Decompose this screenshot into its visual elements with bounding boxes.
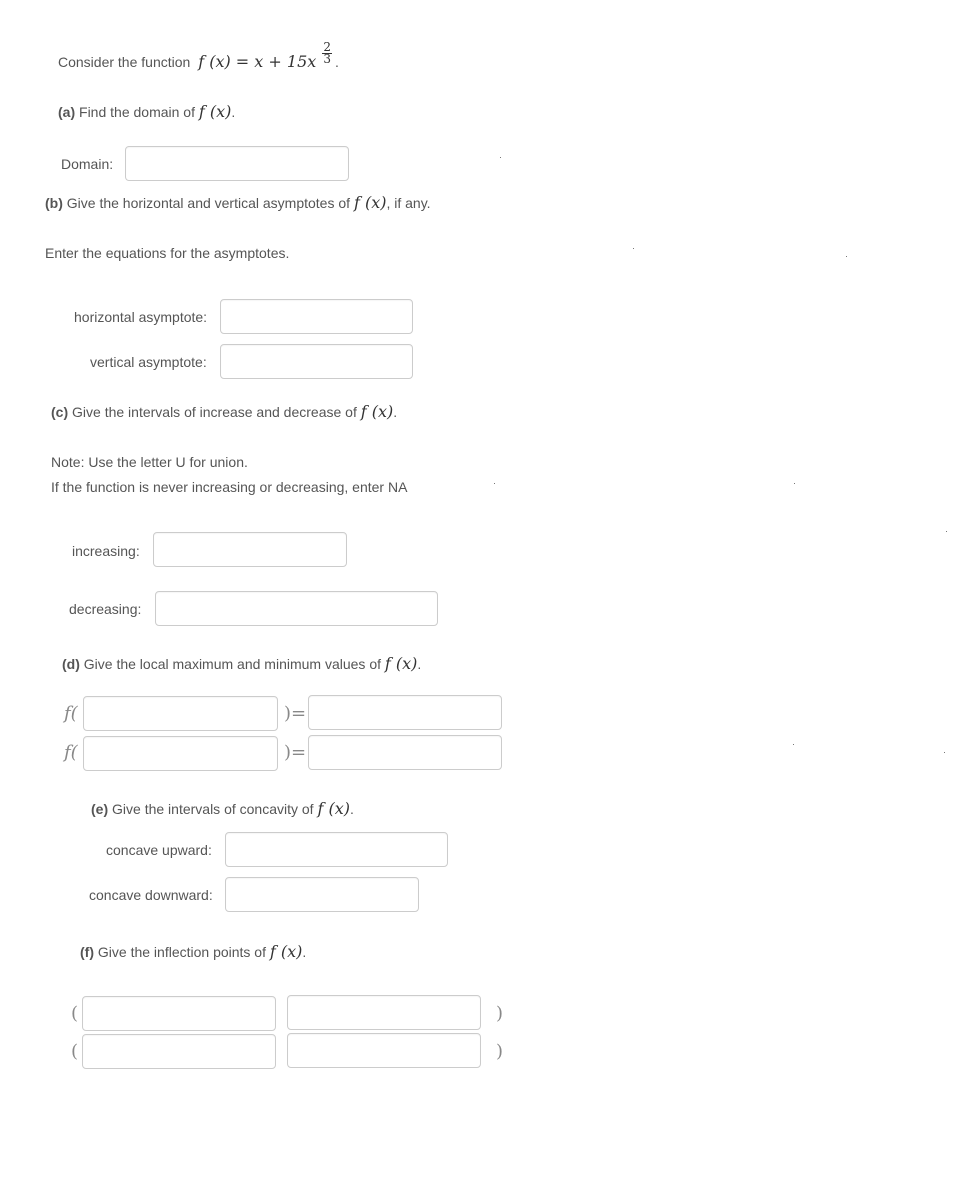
intro-prefix: Consider the function [58,54,191,71]
part-d-text: Give the local maximum and minimum values of [83,656,382,672]
part-b-text: Give the horizontal and vertical asymptotes of [66,195,351,211]
decreasing-input[interactable] [156,592,437,625]
vertical-asymptote-label: vertical asymptote: [90,354,207,370]
part-e-question: (e) Give the intervals of concavity of f (x). [91,799,354,818]
extrema-row-1-y-field[interactable] [308,695,502,730]
vertical-asymptote-field[interactable] [220,344,413,379]
inflection-row-2-x-input[interactable] [83,1035,275,1068]
na-note: If the function is never increasing or decreasing, enter NA [51,479,408,495]
part-b-label: (b) [45,195,63,211]
inflection-row-1-y-input[interactable] [288,996,480,1029]
extrema-row-2-x-field[interactable] [83,736,278,771]
extrema-row-1-equals: )= [284,703,307,724]
function-expression [198,52,321,71]
speck [794,483,795,484]
speck [793,744,794,745]
decreasing-field[interactable] [155,591,438,626]
union-note: Note: Use the letter U for union. [51,454,248,470]
part-d-question: (d) Give the local maximum and minimum values of f (x). [62,654,422,673]
speck [500,157,501,158]
increasing-field[interactable] [153,532,347,567]
inflection-row-1-x-input[interactable] [83,997,275,1030]
inflection-row-1-open: ( [71,1003,79,1024]
part-b-fx: f (x) [353,193,387,212]
concave-downward-input[interactable] [226,878,418,911]
function-statement [58,36,339,72]
horizontal-asymptote-field[interactable] [220,299,413,334]
increasing-input[interactable] [154,533,346,566]
domain-field[interactable] [125,146,349,181]
concave-upward-input[interactable] [226,833,447,866]
extrema-row-2-y-field[interactable] [308,735,502,770]
part-a-fx: f (x) [198,102,232,121]
inflection-row-1-close: ) [496,1003,504,1024]
speck [633,248,634,249]
inflection-row-2-y-field[interactable] [287,1033,481,1068]
part-e-text: Give the intervals of concavity of [112,801,314,817]
part-f-label: (f) [80,944,94,960]
extrema-row-2-f-open: f( [64,742,78,763]
vertical-asymptote-input[interactable] [221,345,412,378]
concave-upward-label: concave upward: [106,842,212,858]
extrema-row-2-equals: )= [284,742,307,763]
part-f-question: (f) Give the inflection points of f (x). [80,942,307,961]
part-a-label: (a) [58,104,76,120]
extrema-row-2-x-input[interactable] [84,737,277,770]
part-a-question: (a) Find the domain of f (x). [58,102,236,121]
part-f-text: Give the inflection points of [97,944,266,960]
domain-label: Domain: [61,156,114,172]
part-c-text: Give the intervals of increase and decrease of [72,404,357,420]
part-b-question [45,193,431,212]
part-d-fx: f (x) [384,654,418,673]
concave-downward-field[interactable] [225,877,419,912]
inflection-row-2-y-input[interactable] [288,1034,480,1067]
part-d-label: (d) [62,656,80,672]
inflection-row-2-open: ( [71,1041,79,1062]
horizontal-asymptote-label: horizontal asymptote: [74,309,208,325]
function-expr-text: f (x) = x + 15x [198,52,317,72]
part-c-question: (c) Give the intervals of increase and decrease of f (x). [51,402,398,421]
inflection-row-1-y-field[interactable] [287,995,481,1030]
exponent-fraction [322,42,332,65]
speck [494,483,495,484]
concave-upward-field[interactable] [225,832,448,867]
part-e-label: (e) [91,801,109,817]
speck [946,531,947,532]
exponent-denominator: 3 [323,52,332,66]
extrema-row-1-x-field[interactable] [83,696,278,731]
decreasing-label: decreasing: [69,601,142,617]
part-c-fx: f (x) [360,402,394,421]
extrema-row-1-x-input[interactable] [84,697,277,730]
increasing-label: increasing: [72,543,140,559]
exponent-numerator: 2 [323,40,332,54]
speck [846,256,847,257]
part-e-fx: f (x) [317,799,350,818]
part-c-label: (c) [51,404,69,420]
part-a-text: Find the domain of [79,104,195,120]
asymptote-instruction: Enter the equations for the asymptotes. [45,245,290,261]
inflection-row-2-x-field[interactable] [82,1034,276,1069]
part-b-suffix: , if any. [386,195,431,211]
domain-input[interactable] [126,147,348,180]
inflection-row-2-close: ) [496,1041,504,1062]
horizontal-asymptote-input[interactable] [221,300,412,333]
concave-downward-label: concave downward: [89,887,213,903]
extrema-row-1-f-open: f( [64,703,78,724]
extrema-row-2-y-input[interactable] [309,736,501,769]
intro-period: . [335,54,339,71]
extrema-row-1-y-input[interactable] [309,696,501,729]
inflection-row-1-x-field[interactable] [82,996,276,1031]
part-f-fx: f (x) [269,942,303,961]
speck [944,752,945,753]
